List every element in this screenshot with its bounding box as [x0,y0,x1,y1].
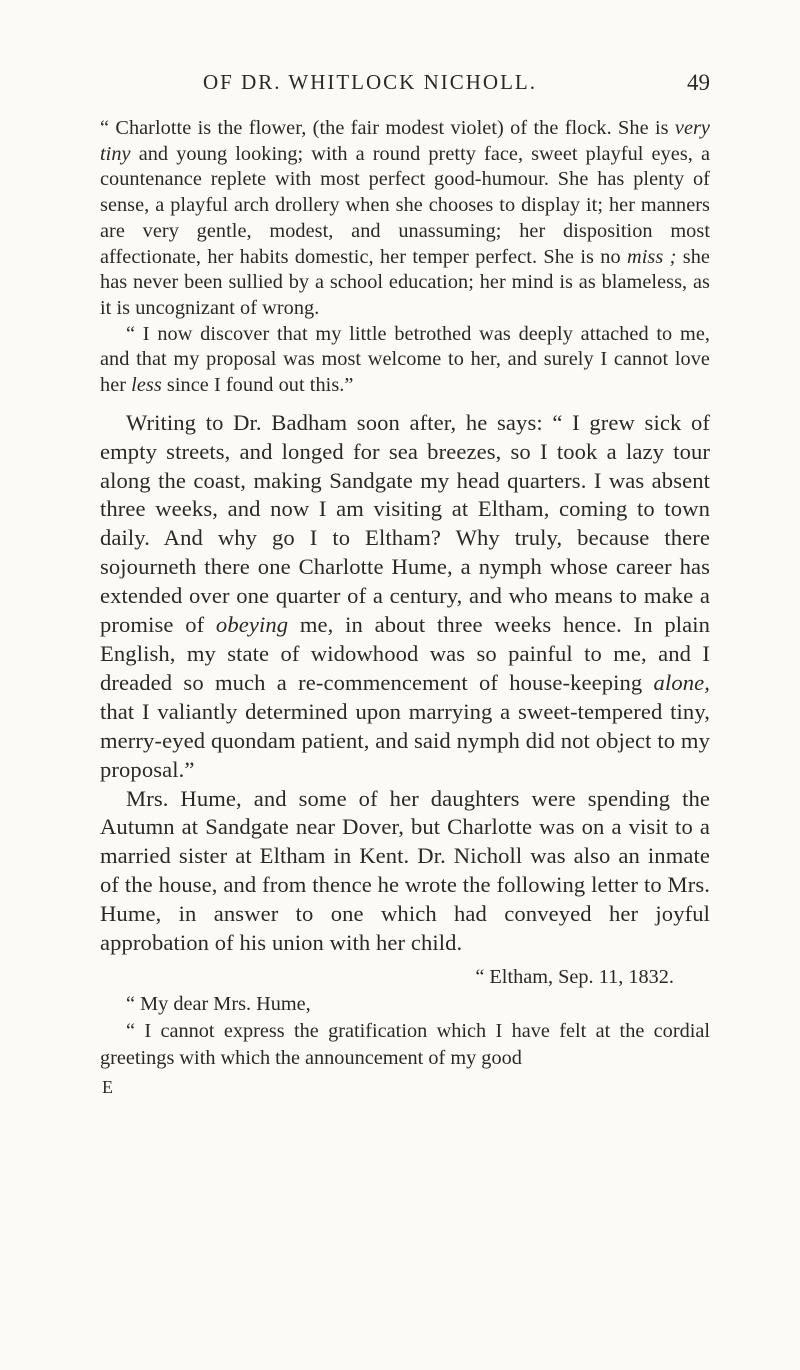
dateline: “ Eltham, Sep. 11, 1832. [475,965,674,988]
paragraph-betrothed: “ I now discover that my little betrothed was deeply attached to me, and that my proposal was most welcome to her, and surely I cannot love her less since I found out this.” [100,322,710,397]
signature-mark: E [102,1076,113,1097]
page-number: 49 [687,70,710,95]
paragraph-letter-body: “ I cannot express the gratification which I have felt at the cordial greetings with which the announcement of my good [100,1019,710,1069]
narrative-text [100,409,710,958]
page-header [100,70,710,110]
paragraph-hume-family: Mrs. Hume, and some of her daughters were spending the Autumn at Sandgate near Dover, but Charlotte was on a visit to a married sister at Eltham in Kent. Dr. Nicholl was also an inmate of the house, and from thence he wrote the following letter to Mrs. Hume, in answer to one which had conveyed her joyful approbation of his union with her child. [100,785,710,956]
salutation: “ My dear Mrs. Hume, [126,992,311,1015]
letter-excerpt [100,116,710,399]
letter-to-mrs-hume [100,964,710,1101]
book-page [100,70,710,1101]
paragraph-charlotte-description: “ Charlotte is the flower, (the fair modest violet) of the flock. She is very tiny and young looking; with a round pretty face, sweet playful eyes, a countenance replete with most perfect good-humour. She has plenty of sense, a playful arch drollery when she chooses to display it; her manners are very gentle, modest, and unassuming; her disposition most affectionate, her habits domestic, her temper perfect. She is no miss ; she has never been sullied by a school education; her mind is as blameless, as it is uncognizant of wrong. [100,117,710,319]
paragraph-badham-letter: Writing to Dr. Badham soon after, he says: “ I grew sick of empty streets, and longed for sea breezes, so I took a lazy tour along the coast, making Sandgate my head quarters. I was absent three weeks, and now I am visiting at Eltham, coming to town daily. And why go I to Eltham? Why truly, because there sojourneth there one Charlotte Hume, a nymph whose career has extended over one quarter of a century, and who means to make a promise of obeying me, in about three weeks hence. In plain English, my state of widowhood was so painful to me, and I dreaded so much a re-commencement of house-keeping alone, that I valiantly determined upon marrying a sweet-tempered tiny, merry-eyed quondam patient, and said nymph did not object to my proposal.” [100,409,711,782]
running-title: OF DR. WHITLOCK NICHOLL. [202,70,537,94]
